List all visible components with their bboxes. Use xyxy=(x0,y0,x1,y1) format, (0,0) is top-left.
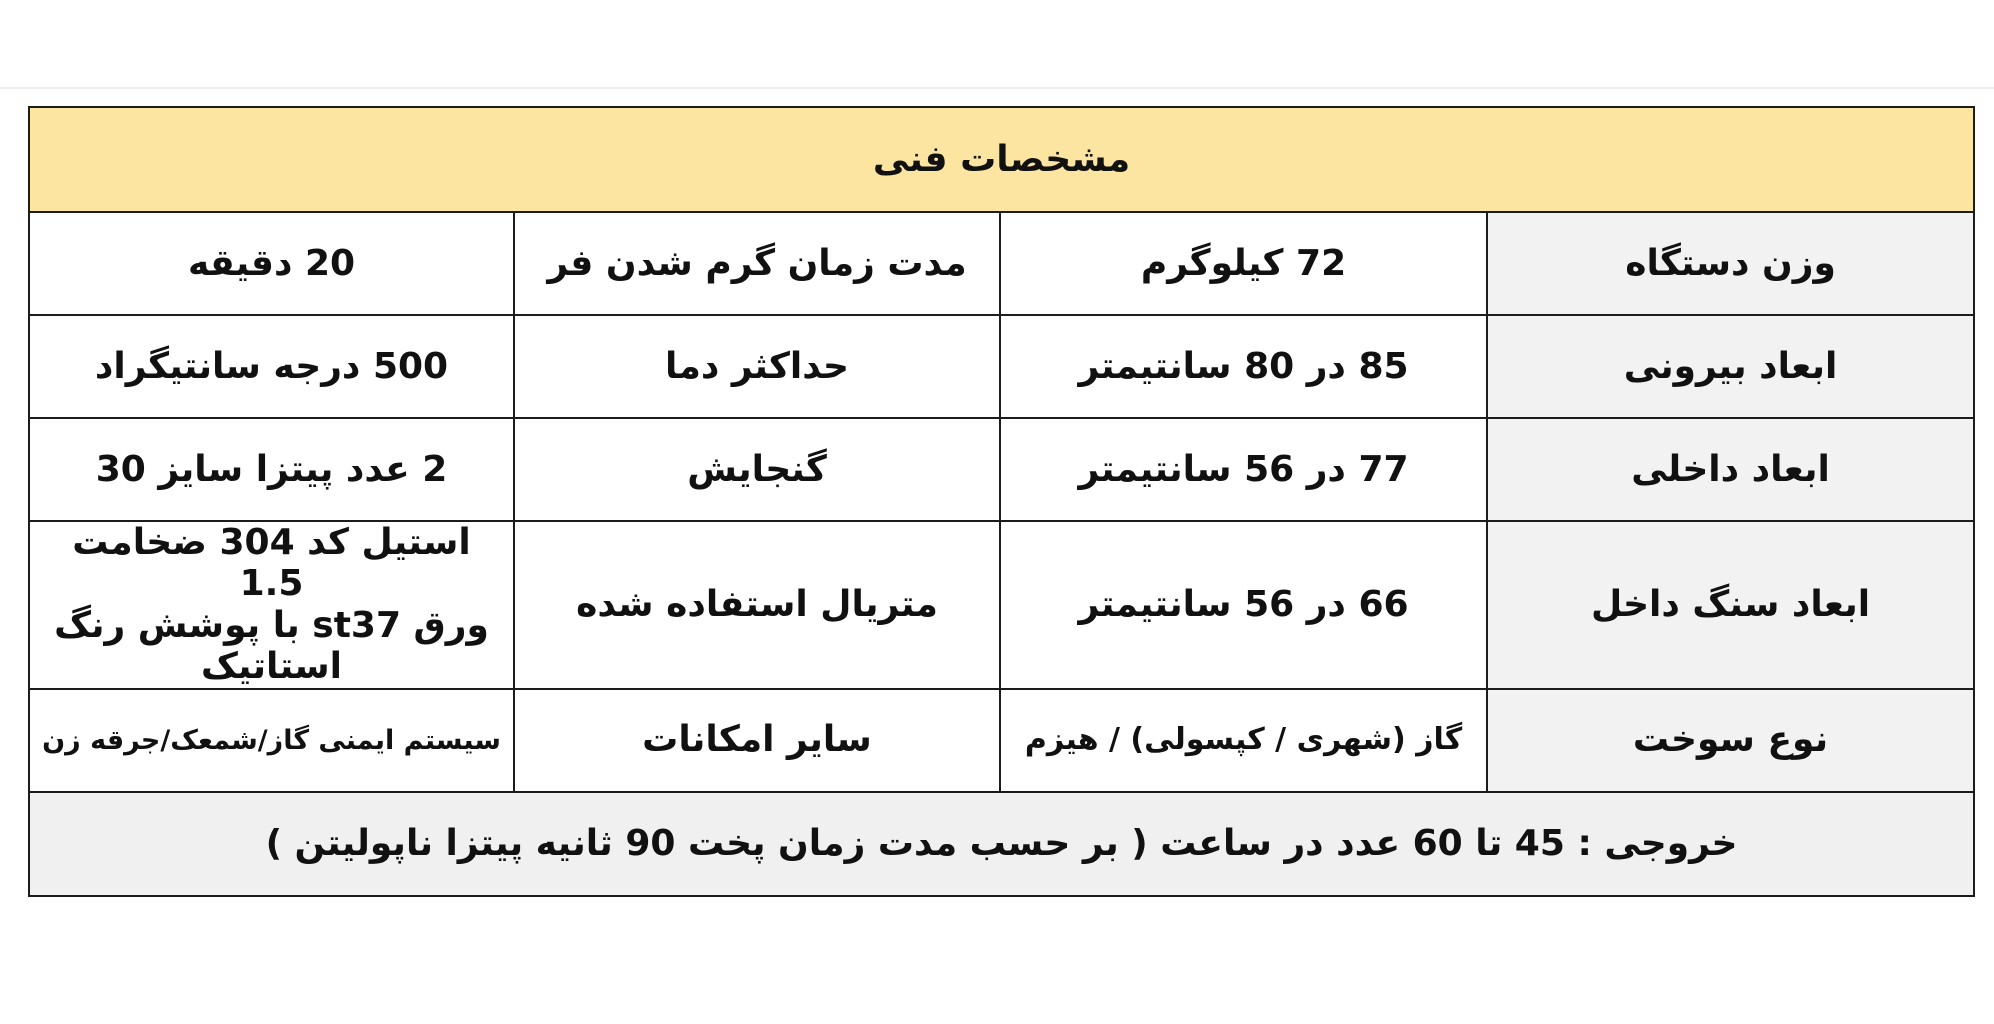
row-label-material: متریال استفاده شده xyxy=(514,521,1000,689)
row-label-outer-dimensions: ابعاد بیرونی xyxy=(1487,315,1974,418)
spec-table xyxy=(28,106,1975,897)
row-value-max-temp: 500 درجه سانتیگراد xyxy=(29,315,514,418)
row-value-material xyxy=(29,521,514,689)
row-label-inner-dimensions: ابعاد داخلی xyxy=(1487,418,1974,521)
row-value-fuel-type: گاز (شهری / کپسولی) / هیزم xyxy=(1000,689,1487,792)
table-row xyxy=(29,521,1974,689)
row-value-other-features: سیستم ایمنی گاز/شمعک/جرقه زن xyxy=(29,689,514,792)
row-label-heatup-time: مدت زمان گرم شدن فر xyxy=(514,212,1000,315)
table-row xyxy=(29,418,1974,521)
row-label-max-temp: حداکثر دما xyxy=(514,315,1000,418)
table-row xyxy=(29,689,1974,792)
row-value-outer-dimensions: 85 در 80 سانتیمتر xyxy=(1000,315,1487,418)
row-value-inner-dimensions: 77 در 56 سانتیمتر xyxy=(1000,418,1487,521)
table-title: مشخصات فنی xyxy=(29,107,1974,212)
row-value-capacity: 2 عدد پیتزا سایز 30 xyxy=(29,418,514,521)
output-footer: خروجی : 45 تا 60 عدد در ساعت ( بر حسب مدت زمان پخت 90 ثانیه پیتزا ناپولیتن ) xyxy=(29,792,1974,896)
material-line-2: ورق st37 با پوشش رنگ استاتیک xyxy=(54,604,489,688)
row-label-capacity: گنجایش xyxy=(514,418,1000,521)
row-label-weight: وزن دستگاه xyxy=(1487,212,1974,315)
row-label-stone-dimensions: ابعاد سنگ داخل xyxy=(1487,521,1974,689)
row-value-weight: 72 کیلوگرم xyxy=(1000,212,1487,315)
material-line-1: استیل کد 304 ضخامت 1.5 xyxy=(72,522,471,605)
table-row xyxy=(29,212,1974,315)
top-divider xyxy=(0,87,1994,89)
row-label-fuel-type: نوع سوخت xyxy=(1487,689,1974,792)
table-row xyxy=(29,315,1974,418)
row-value-heatup-time: 20 دقیقه xyxy=(29,212,514,315)
row-value-stone-dimensions: 66 در 56 سانتیمتر xyxy=(1000,521,1487,689)
row-label-other-features: سایر امکانات xyxy=(514,689,1000,792)
